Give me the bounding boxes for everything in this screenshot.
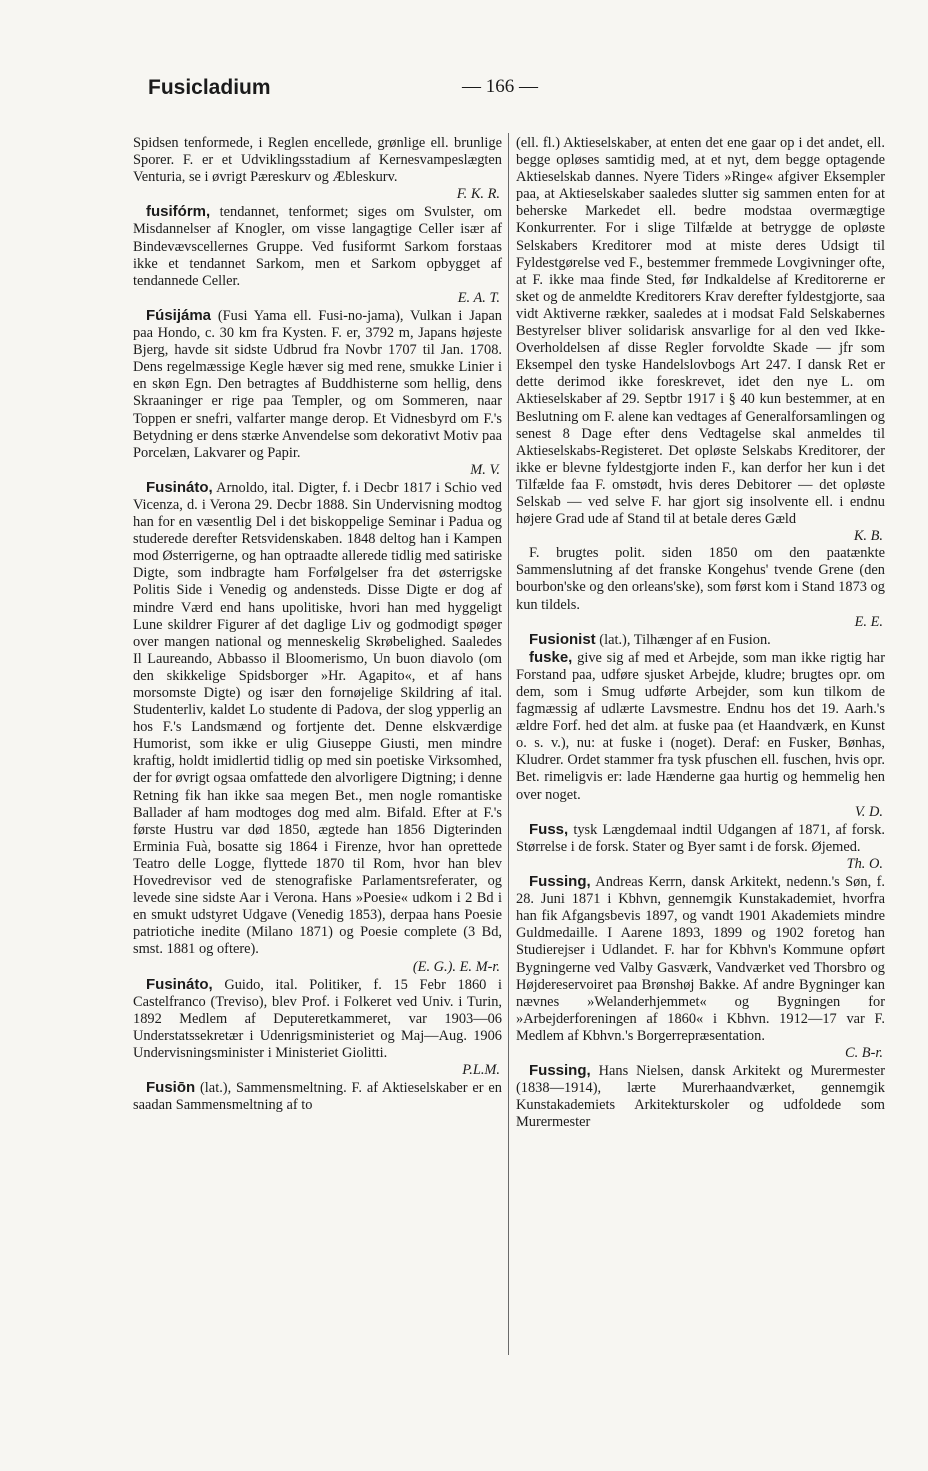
entry-fusion (133, 1079, 502, 1114)
entry-text: Guido, ital. Politiker, f. 15 Febr 1860 i Castelfranco (Treviso), blev Prof. i Folkeret ved Univ. i Turin, 1892 Medlem af Deputeretkammeret, var 1903—06 Understatssekretær i Udenrigsministeriet og Maj—Aug. 1906 Undervisningsminister i Ministeriet Giolitti. (133, 976, 502, 1061)
entry-headword: Fusionist (529, 630, 596, 648)
entry-fusion-political (516, 545, 885, 630)
entry-headword: Fusináto, (146, 478, 213, 496)
entry-signature: P.L.M. (462, 1062, 500, 1079)
entry-signature: E. E. (854, 613, 883, 630)
entry-text: F. brugtes polit. siden 1850 om den paatænkte Sammenslutning af det franske Kongehus' tvende Grene (den bourbon'ske og den orleans'ske), som først kom i Stand 1873 og kun tildels. (516, 545, 885, 613)
entry-fuss (516, 821, 885, 873)
entry-fusijama (133, 307, 502, 479)
entry-fusion-continued (516, 135, 885, 545)
entry-text: Hans Nielsen, dansk Arkitekt og Murermester (1838—1914), lærte Murerhaandværket, gennemgik Kunstakademiets Arkitekturskoler og udfoldede som Murermester (516, 1063, 885, 1131)
entry-text: (Fusi Yama ell. Fusi-no-jama), Vulkan i Japan paa Hondo, c. 30 km fra Kysten. F. er, 3792 m, Japans højeste Bjerg, havde sit sidste Udbrud fra Novbr 1707 til Jan. 1708. Dens regelmæssige Kegle hæver sig med rene, smukke Linier i en skøn Egn. Den betragtes af Buddhisterne som hellig, dens Skraaninger er rige paa Templer, og om Sommeren, naar Toppen er snefri, valfarter mange derop. Et Vidnesbyrd om F.'s Betydning er dens stærke Anvendelse som dekorativt Motiv paa Porcelæn, Lakvarer og Papir. (133, 307, 502, 461)
entry-headword: Fusiōn (146, 1079, 196, 1097)
entry-text: Arnoldo, ital. Digter, f. i Decbr 1817 i Schio ved Vicenza, d. i Verona 29. Decbr 1888. Sin Undervisning modtog han for en væsentlig Del i det biskoppelige Seminar i Padua og studerede derefter Retsvidenskaben. 1848 deltog han i Kampen mod Østerrigerne, og han optraadte allerede tidlig med satiriske Digte, som indbragte ham Forfølgelser fra det østerrigske Politis Side i Venedig og andensteds. Disse Digte er dog af mindre Værd end hans upolitiske, hvori han med hyggeligt Lune skildrer Figurer af det daglige Liv og godmodigt spøger over mangen national og menneskelig Skrøbelighed. Saaledes Il Laureando, Abbasso il Bloomerismo, Un buon diavolo (om den skikkelige Spidsborger »Hr. Agapito«, et af hans morsomste Digte) og især den fornøjelige Skildring af ital. Studenterliv, kaldet Lo studente di Padova, der slog ypperlig an hos F.'s Landsmænd og fortjente det. Denne elskværdige Humorist, som ikke er ulig Giuseppe Giusti, men mindre kraftig, holdt imidlertid tidlig op med sin poetiske Virksomhed, der for øvrigt ogsaa omfattede den alvorligere Digtning; i denne Retning fik han ikke saa megen Bet., men nogle romantiske Ballader af ham modtoges dog med alm. Bifald. Efter at F.'s første Hustru var død 1850, ægtede han 1856 Digterinden Erminia Fuà, bosatte sig 1864 i Firenze, hvor han oprettede Teatro delle Logge, flyttede 1870 til Rom, hvor han blev Hovedrevisor ved de stenografiske Parlamentsreferater, og levede sine sidste Aar i Verona. Hans »Poesie« udkom i 2 Bd i en smukt udstyret Udgave (Venedig 1853), derpaa hans Poesie patriotiche inedite (Milano 1871) og Poesie complete (3 Bd, smst. 1881 og oftere). (133, 479, 502, 958)
entry-headword: fuske, (529, 648, 573, 666)
entry-headword: Fúsijáma (146, 306, 212, 324)
entry-text: tendannet, tenformet; siges om Svulster, om Misdannelser af Knogler, om visse langagtige Celler især af Bindevævscellernes Gruppe. Ved fusiformt Sarkom forstaas ikke et tendannet Sarkom, men et Sarkom opbygget af tendannede Celler. (133, 204, 502, 289)
page-number: — 166 — (462, 76, 538, 97)
entry-headword: Fuss, (529, 820, 569, 838)
entry-fuske (516, 649, 885, 821)
entry-text: Spidsen tenformede, i Reglen encellede, grønlige ell. brunlige Sporer. F. er et Udviklingsstadium af Kernesvampeslægten Venturia, se i øvrigt Pæreskurv og Æbleskurv. (133, 135, 502, 186)
entry-fussing-andreas (516, 873, 885, 1062)
entry-headword: Fussing, (529, 873, 591, 891)
entry-signature: Th. O. (846, 855, 883, 872)
entry-headword: Fussing, (529, 1062, 591, 1080)
entry-fusinato-guido (133, 976, 502, 1080)
entry-signature: E. A. T. (457, 289, 500, 306)
entry-signature: K. B. (853, 528, 883, 545)
entry-text: Andreas Kerrn, dansk Arkitekt, nedenn.'s Søn, f. 28. Juni 1871 i Kbhvn, gennemgik Kunstakademiet, hvorfra han fik Afgangsbevis 1897, og vandt 1901 Akademiets mindre Guldmedaille. I Aarene 1893, 1899 og 1902 foretog han Studierejser i Udlandet. F. har for Kbhvn's Kommune opført Bygningerne ved Valby Gasværk, Vandværket ved Thorsbro og Højdereservoiret paa Brønshøj Bakke. Af andre Bygninger kan nævnes »Welanderhjemmet« og Bygningen for »Arbejderforeningen af 1860« i Kbhvn. 1912—17 var F. Medlem af Kbhvn.'s Borgerrepræsentation. (516, 874, 885, 1044)
entry-text: give sig af med et Arbejde, som man ikke rigtig har Forstand paa, udføre sjusket Arbejde, kludre; brugtes opr. om dem, som i Smug udførte Arbejder, som kun tilkom de fagmæssig af udlærte Lavsmestre. Endnu hos det 19. Aarh.'s ældre Forf. hed det alm. at fuske paa (et Haandværk, en Kunst o. s. v.), nu: at fuske i (noget). Deraf: en Fusker, Bønhas, Kludrer. Ordet stammer fra tysk pfuschen ell. fuschen, hvis opr. Bet. rimeligvis er: lade Hænderne gaa hurtig og hemmelig hen over noget. (516, 649, 885, 803)
entry-signature: V. D. (854, 803, 883, 820)
entry-text: (lat.), Sammensmeltning. F. af Aktieselskaber er en saadan Sammensmeltning af to (133, 1080, 502, 1114)
entry-text: (lat.), Tilhænger af en Fusion. (599, 631, 771, 648)
entry-fusinato-arnoldo (133, 479, 502, 976)
entry-signature: C. B-r. (845, 1044, 883, 1061)
entry-fusiform (133, 203, 502, 307)
entry-signature: F. K. R. (456, 186, 500, 203)
entry-continuation (133, 135, 502, 203)
entry-text: tysk Længdemaal indtil Udgangen af 1871, af forsk. Størrelse i de forsk. Stater og Byer samt i de forsk. Øjemed. (516, 821, 885, 855)
left-column (133, 135, 502, 1114)
entry-signature: (E. G.). E. M-r. (412, 958, 500, 975)
entry-fusionist (516, 631, 885, 649)
entry-headword: Fusináto, (146, 975, 213, 993)
entry-text: (ell. fl.) Aktieselskaber, at enten det ene gaar op i det andet, ell. begge opløses samtidig med, at et nyt, dem begge optagende Aktieselskab dannes. Nyere Tiders »Ringe« afgiver Eksempler paa, at Aktieselskaber saaledes slutter sig sammen enten for at beherske Markedet ell. bedre modstaa overmægtige Konkurrenter. For i slige Tilfælde at betrygge de opløste Selskabers Kreditorer mod at miste deres Udsigt til Fyldestgørelse ved F., bestemmer fremmede Lovgivninger ofte, at F. ikke maa finde Sted, før Indkaldelse af Kreditorerne er sket og de anmeldte Kreditorers Krav derefter fyldestgjorte, saa vidt Aktiverne rækker, saaledes at i modsat Fald Selskabernes Bestyrelser bliver solidarisk ansvarlige for al den ved Ikke-Overholdelsen af disse Regler forvoldte Skade — jfr som Eksempel den tyske Handelslovbogs Art 247. I dansk Ret er dette derimod ikke foreskrevet, idet den nye L. om Aktieselskaber af 29. Septbr 1917 i § 40 kun bestemmer, at en Beslutning om F. alene kan vedtages af Generalforsamlingen og senest 8 Dage efter dens Vedtagelse skal anmeldes til Aktieselskabs-Registeret. Det opløste Selskabs Kreditorer, der ikke er blevne fyldestgjorte inden F., kan derfor her kun i det Tilfælde faa F. omstødt, hvis deres Debitorer — det opløste Selskab — ved selve F. har gjort sig insolvente ell. i endnu højere Grad ude af Stand til at betale deres Gæld (516, 135, 885, 528)
running-headword: Fusicladium (148, 76, 271, 99)
entry-headword: fusifórm, (146, 203, 211, 221)
running-header (148, 76, 868, 106)
entry-signature: M. V. (470, 461, 500, 478)
column-divider (508, 133, 509, 1355)
entry-fussing-hans (516, 1062, 885, 1131)
right-column (516, 135, 885, 1131)
